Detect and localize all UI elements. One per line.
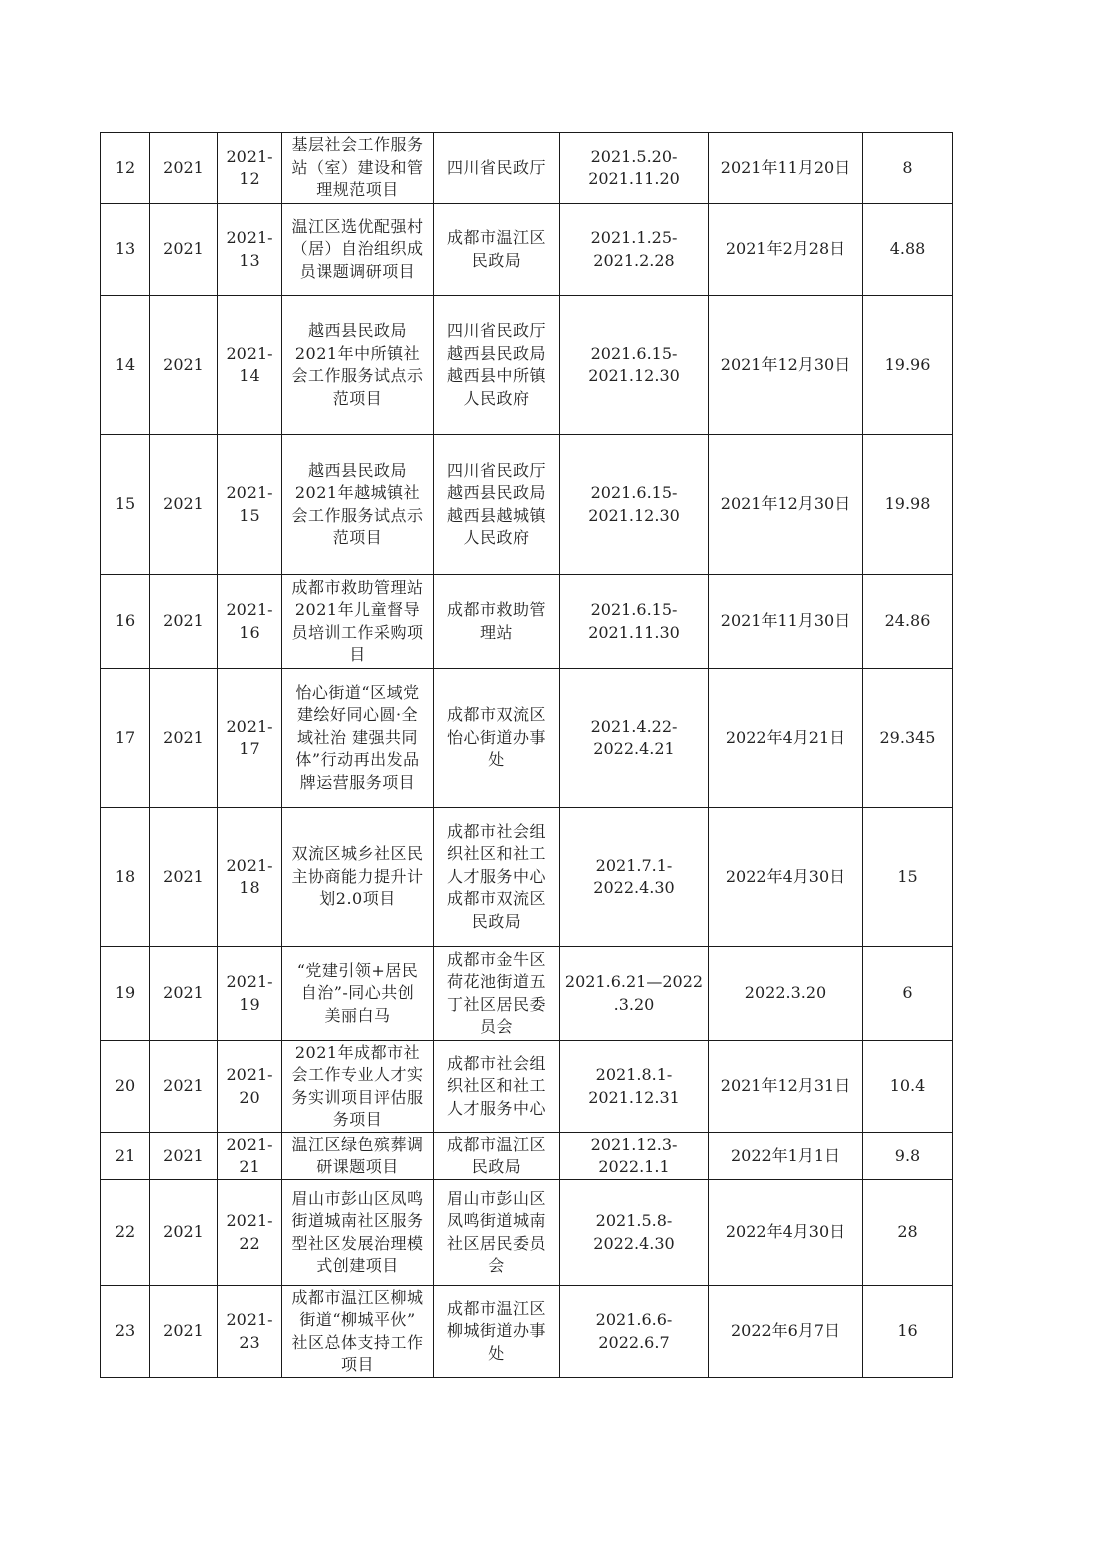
row-amount: 19.98 (884, 494, 931, 514)
row-project-period-cell (560, 1286, 709, 1378)
row-project-period-cell (560, 296, 709, 435)
row-project-code-cell (218, 1133, 282, 1180)
row-amount-cell (863, 1041, 953, 1133)
row-project-period-cell (560, 435, 709, 575)
row-project-period-cell (560, 1041, 709, 1133)
row-amount-cell (863, 1286, 953, 1378)
row-seq-number-cell (101, 669, 150, 808)
row-project-code: 2021- 12 (226, 146, 273, 188)
row-commissioning-unit-cell (434, 947, 560, 1041)
row-project-name-cell (282, 296, 434, 435)
row-project-code: 2021- 23 (226, 1310, 273, 1352)
table-row (101, 133, 953, 204)
row-commissioning-unit-cell (434, 1286, 560, 1378)
row-seq-number: 23 (114, 1321, 136, 1341)
row-seq-number: 13 (114, 239, 136, 259)
row-year-cell (150, 575, 218, 669)
row-amount: 28 (897, 1222, 918, 1242)
row-project-code: 2021- 15 (226, 483, 273, 525)
row-seq-number: 22 (114, 1222, 136, 1242)
row-project-code-cell (218, 575, 282, 669)
row-seq-number: 16 (114, 611, 136, 631)
row-project-name-cell (282, 575, 434, 669)
row-commissioning-unit: 四川省民政厅 (446, 157, 546, 177)
row-project-code: 2021- 13 (226, 228, 273, 270)
row-project-period: 2021.6.15- 2021.11.30 (588, 600, 680, 642)
row-year: 2021 (163, 354, 204, 374)
table-body (101, 133, 953, 1378)
table-row (101, 947, 953, 1041)
row-project-name: 越西县民政局 2021年越城镇社 会工作服务试点示 范项目 (291, 460, 424, 547)
row-project-code-cell (218, 296, 282, 435)
row-project-code-cell (218, 669, 282, 808)
row-completion-date: 2021年11月30日 (720, 611, 851, 631)
row-completion-date-cell (709, 947, 863, 1041)
row-year-cell (150, 1180, 218, 1286)
row-completion-date: 2022年4月21日 (725, 727, 846, 747)
row-year-cell (150, 133, 218, 204)
row-year-cell (150, 947, 218, 1041)
table-row (101, 669, 953, 808)
row-seq-number: 14 (114, 354, 136, 374)
row-completion-date: 2022年4月30日 (725, 866, 846, 886)
row-project-name: 温江区绿色殡葬调 研课题项目 (291, 1134, 424, 1176)
row-year-cell (150, 296, 218, 435)
row-project-code: 2021- 20 (226, 1065, 273, 1107)
row-project-name-cell (282, 1180, 434, 1286)
row-project-period: 2021.6.6- 2022.6.7 (595, 1310, 673, 1352)
row-commissioning-unit-cell (434, 669, 560, 808)
row-project-code: 2021- 18 (226, 855, 273, 897)
row-project-code-cell (218, 1041, 282, 1133)
row-amount: 9.8 (894, 1145, 921, 1165)
row-project-name-cell (282, 204, 434, 296)
row-seq-number-cell (101, 296, 150, 435)
row-project-period: 2021.6.15- 2021.12.30 (588, 483, 680, 525)
row-project-name: “党建引领+居民 自治”-同心共创 美丽白马 (296, 960, 419, 1025)
row-commissioning-unit: 成都市温江区 民政局 (446, 228, 546, 270)
row-project-period: 2021.5.20- 2021.11.20 (588, 146, 680, 188)
row-completion-date-cell (709, 669, 863, 808)
row-project-code: 2021- 19 (226, 972, 273, 1014)
row-project-period-cell (560, 1180, 709, 1286)
row-amount: 16 (897, 1321, 918, 1341)
row-seq-number: 15 (114, 494, 136, 514)
row-commissioning-unit: 成都市社会组 织社区和社工 人才服务中心 (446, 1053, 546, 1118)
row-year: 2021 (163, 1076, 204, 1096)
row-completion-date: 2021年12月30日 (720, 494, 851, 514)
row-completion-date: 2021年11月20日 (720, 157, 851, 177)
row-project-period: 2021.7.1- 2022.4.30 (593, 855, 675, 897)
row-year: 2021 (163, 239, 204, 259)
row-year: 2021 (163, 611, 204, 631)
row-year-cell (150, 669, 218, 808)
row-commissioning-unit-cell (434, 1180, 560, 1286)
row-completion-date: 2021年12月31日 (720, 1076, 851, 1096)
row-project-name: 怡心街道“区域党 建绘好同心圆·全 域社治 建强共同 体”行动再出发品 牌运营服务项目 (295, 682, 420, 792)
row-year: 2021 (163, 1145, 204, 1165)
row-seq-number-cell (101, 575, 150, 669)
row-project-name: 双流区城乡社区民 主协商能力提升计 划2.0项目 (291, 844, 424, 909)
row-amount: 6 (902, 983, 913, 1003)
row-project-period: 2021.1.25- 2021.2.28 (590, 228, 678, 270)
table-row (101, 204, 953, 296)
row-project-code-cell (218, 1180, 282, 1286)
row-commissioning-unit: 成都市金牛区 荷花池街道五 丁社区居民委 员会 (446, 949, 546, 1036)
row-year-cell (150, 204, 218, 296)
row-completion-date: 2022.3.20 (744, 983, 827, 1003)
row-commissioning-unit-cell (434, 1133, 560, 1180)
table-row (101, 1041, 953, 1133)
row-completion-date-cell (709, 808, 863, 947)
row-commissioning-unit: 眉山市彭山区 凤鸣街道城南 社区居民委员 会 (446, 1188, 546, 1275)
row-project-code-cell (218, 1286, 282, 1378)
row-seq-number-cell (101, 947, 150, 1041)
row-seq-number-cell (101, 204, 150, 296)
row-seq-number: 20 (114, 1076, 136, 1096)
row-commissioning-unit: 成都市社会组 织社区和社工 人才服务中心 成都市双流区 民政局 (446, 821, 546, 931)
row-seq-number-cell (101, 435, 150, 575)
row-seq-number-cell (101, 133, 150, 204)
table-row (101, 1286, 953, 1378)
row-year-cell (150, 435, 218, 575)
row-project-period-cell (560, 1133, 709, 1180)
row-project-code: 2021- 21 (226, 1134, 273, 1176)
row-project-period-cell (560, 204, 709, 296)
row-commissioning-unit: 成都市双流区 怡心街道办事 处 (446, 705, 546, 770)
row-commissioning-unit-cell (434, 204, 560, 296)
row-amount-cell (863, 808, 953, 947)
row-completion-date-cell (709, 575, 863, 669)
row-project-code-cell (218, 808, 282, 947)
row-completion-date-cell (709, 1286, 863, 1378)
row-seq-number: 21 (114, 1145, 136, 1165)
row-commissioning-unit-cell (434, 1041, 560, 1133)
row-project-name-cell (282, 1133, 434, 1180)
row-commissioning-unit: 四川省民政厅 越西县民政局 越西县越城镇 人民政府 (446, 460, 546, 547)
row-project-name-cell (282, 435, 434, 575)
row-project-name-cell (282, 1286, 434, 1378)
row-completion-date: 2021年2月28日 (725, 239, 846, 259)
row-commissioning-unit-cell (434, 296, 560, 435)
row-completion-date-cell (709, 435, 863, 575)
row-commissioning-unit-cell (434, 808, 560, 947)
row-project-name: 成都市救助管理站 2021年儿童督导 员培训工作采购项 目 (291, 577, 424, 664)
row-project-name: 越西县民政局 2021年中所镇社 会工作服务试点示 范项目 (291, 321, 424, 408)
row-amount: 10.4 (889, 1076, 926, 1096)
row-project-name-cell (282, 133, 434, 204)
row-commissioning-unit: 成都市温江区 柳城街道办事 处 (446, 1298, 546, 1363)
row-project-period: 2021.4.22- 2022.4.21 (590, 716, 678, 758)
table-row (101, 1133, 953, 1180)
row-project-period-cell (560, 575, 709, 669)
row-project-period: 2021.6.15- 2021.12.30 (588, 343, 680, 385)
row-project-period-cell (560, 947, 709, 1041)
row-project-name: 温江区选优配强村 （居）自治组织成 员课题调研项目 (291, 216, 424, 281)
row-project-name: 基层社会工作服务 站（室）建设和管 理规范项目 (291, 135, 424, 200)
row-commissioning-unit: 成都市救助管 理站 (446, 600, 546, 642)
row-project-period-cell (560, 133, 709, 204)
row-completion-date: 2022年6月7日 (730, 1321, 841, 1341)
row-seq-number-cell (101, 808, 150, 947)
row-completion-date: 2022年1月1日 (730, 1145, 841, 1165)
table-row (101, 296, 953, 435)
row-amount-cell (863, 435, 953, 575)
row-completion-date-cell (709, 296, 863, 435)
row-year: 2021 (163, 983, 204, 1003)
row-amount-cell (863, 204, 953, 296)
row-amount: 15 (897, 866, 918, 886)
row-seq-number: 17 (114, 727, 136, 747)
row-project-code-cell (218, 947, 282, 1041)
row-year: 2021 (163, 1222, 204, 1242)
row-amount-cell (863, 1180, 953, 1286)
row-commissioning-unit: 四川省民政厅 越西县民政局 越西县中所镇 人民政府 (446, 321, 546, 408)
row-year: 2021 (163, 727, 204, 747)
row-seq-number-cell (101, 1041, 150, 1133)
row-year-cell (150, 1286, 218, 1378)
row-completion-date: 2022年4月30日 (725, 1222, 846, 1242)
row-completion-date-cell (709, 1133, 863, 1180)
row-project-code: 2021- 16 (226, 600, 273, 642)
row-project-name-cell (282, 669, 434, 808)
row-amount-cell (863, 296, 953, 435)
row-project-code-cell (218, 133, 282, 204)
row-project-period: 2021.5.8- 2022.4.30 (593, 1211, 675, 1253)
row-project-period-cell (560, 669, 709, 808)
row-commissioning-unit-cell (434, 575, 560, 669)
row-seq-number: 12 (114, 157, 136, 177)
row-commissioning-unit-cell (434, 133, 560, 204)
row-project-name-cell (282, 947, 434, 1041)
row-amount-cell (863, 947, 953, 1041)
row-project-code: 2021- 14 (226, 343, 273, 385)
row-project-period: 2021.6.21—2022 .3.20 (564, 972, 704, 1014)
row-seq-number-cell (101, 1180, 150, 1286)
row-amount: 29.345 (879, 727, 936, 747)
row-amount: 4.88 (889, 239, 926, 259)
row-completion-date: 2021年12月30日 (720, 354, 851, 374)
row-seq-number-cell (101, 1133, 150, 1180)
row-project-name: 成都市温江区柳城 街道“柳城平伙” 社区总体支持工作 项目 (291, 1287, 424, 1374)
row-commissioning-unit: 成都市温江区 民政局 (446, 1134, 546, 1176)
row-project-code-cell (218, 435, 282, 575)
row-amount-cell (863, 133, 953, 204)
row-seq-number-cell (101, 1286, 150, 1378)
row-year: 2021 (163, 157, 204, 177)
row-completion-date-cell (709, 1041, 863, 1133)
row-project-name-cell (282, 808, 434, 947)
row-year-cell (150, 1133, 218, 1180)
table-row (101, 1180, 953, 1286)
table-row (101, 435, 953, 575)
row-year-cell (150, 1041, 218, 1133)
row-amount: 19.96 (884, 354, 931, 374)
row-year-cell (150, 808, 218, 947)
row-year: 2021 (163, 494, 204, 514)
table-row (101, 575, 953, 669)
table-row (101, 808, 953, 947)
row-completion-date-cell (709, 204, 863, 296)
row-completion-date-cell (709, 133, 863, 204)
row-amount: 8 (902, 157, 913, 177)
row-project-code: 2021- 17 (226, 716, 273, 758)
row-project-period-cell (560, 808, 709, 947)
project-table (100, 132, 953, 1378)
row-amount-cell (863, 669, 953, 808)
row-project-code-cell (218, 204, 282, 296)
row-year: 2021 (163, 866, 204, 886)
row-project-name: 眉山市彭山区凤鸣 街道城南社区服务 型社区发展治理模 式创建项目 (291, 1188, 424, 1275)
row-amount-cell (863, 575, 953, 669)
row-seq-number: 18 (114, 866, 136, 886)
row-project-code: 2021- 22 (226, 1211, 273, 1253)
row-year: 2021 (163, 1321, 204, 1341)
row-project-period: 2021.12.3- 2022.1.1 (590, 1134, 678, 1176)
row-amount-cell (863, 1133, 953, 1180)
row-commissioning-unit-cell (434, 435, 560, 575)
row-completion-date-cell (709, 1180, 863, 1286)
row-project-name-cell (282, 1041, 434, 1133)
row-amount: 24.86 (884, 611, 931, 631)
row-seq-number: 19 (114, 983, 136, 1003)
row-project-period: 2021.8.1- 2021.12.31 (588, 1065, 680, 1107)
row-project-name: 2021年成都市社 会工作专业人才实 务实训项目评估服 务项目 (291, 1042, 424, 1129)
